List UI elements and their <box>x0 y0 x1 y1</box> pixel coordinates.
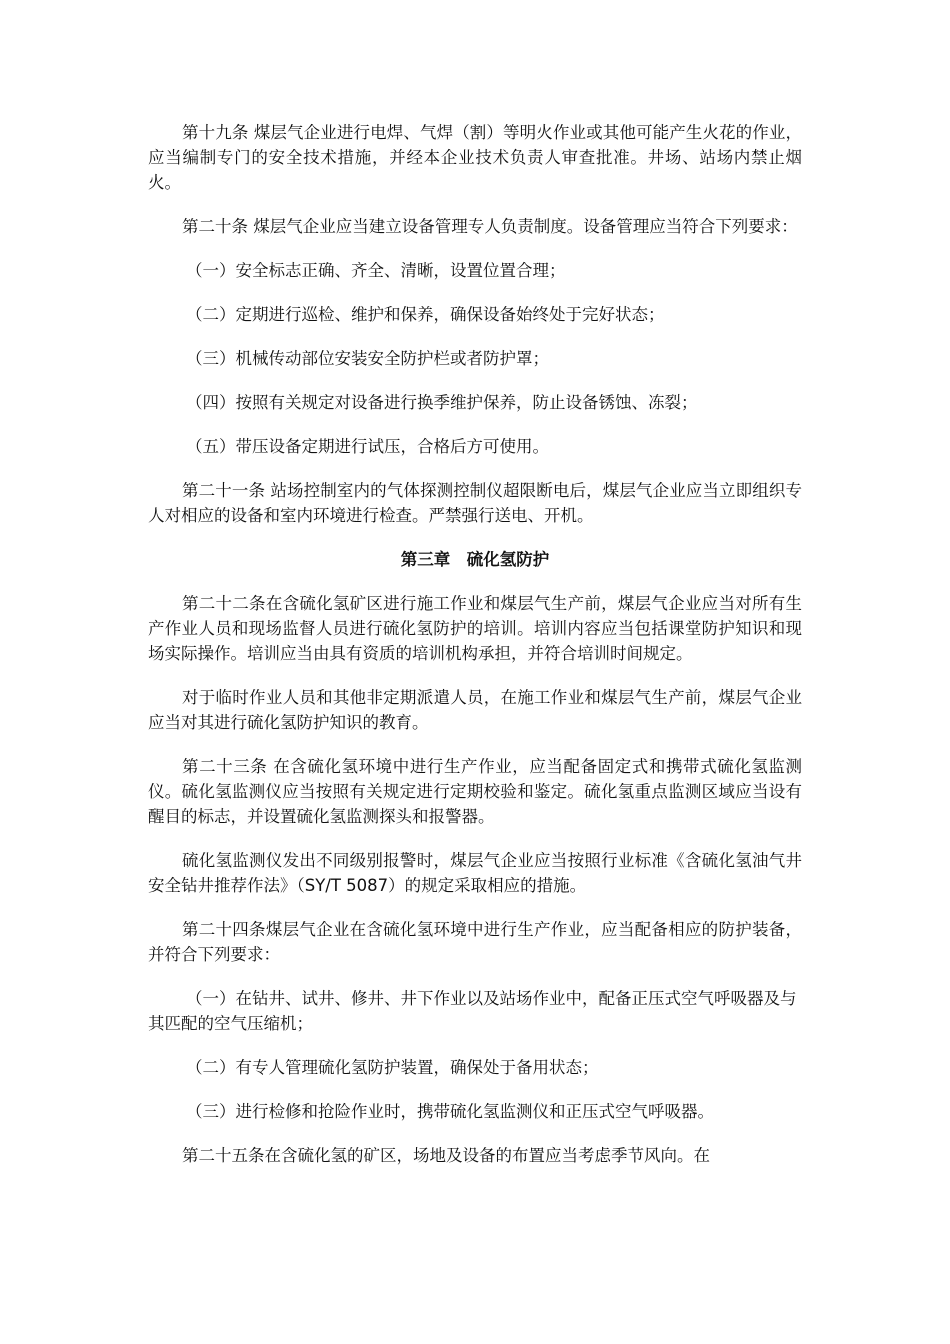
article-21-paragraph: 第二十一条 站场控制室内的气体探测控制仪超限断电后，煤层气企业应当立即组织专人对相应的设备和室内环境进行检查。严禁强行送电、开机。 <box>148 481 802 525</box>
list-item: （三）进行检修和抢险作业时，携带硫化氢监测仪和正压式空气呼吸器。 <box>186 1102 714 1121</box>
list-item: （二）定期进行巡检、维护和保养，确保设备始终处于完好状态； <box>186 305 665 324</box>
list-item: （一）安全标志正确、齐全、清晰，设置位置合理； <box>186 261 566 280</box>
article-23-paragraph: 第二十三条 在含硫化氢环境中进行生产作业，应当配备固定式和携带式硫化氢监测仪。硫化氢监测仪应当按照有关规定进行定期校验和鉴定。硫化氢重点监测区域应当设有醒目的标志，并设置硫化氢监测探头和报警器。 <box>148 757 802 826</box>
article-22-paragraph: 第二十二条在含硫化氢矿区进行施工作业和煤层气生产前，煤层气企业应当对所有生产作业人员和现场监督人员进行硫化氢防护的培训。培训内容应当包括课堂防护知识和现场实际操作。培训应当由具有资质的培训机构承担，并符合培训时间规定。 <box>148 594 802 663</box>
list-item: （二）有专人管理硫化氢防护装置，确保处于备用状态； <box>186 1058 599 1077</box>
list-item: （五）带压设备定期进行试压，合格后方可使用。 <box>186 437 549 456</box>
list-item: （四）按照有关规定对设备进行换季维护保养，防止设备锈蚀、冻裂； <box>186 393 698 412</box>
list-item: （三）机械传动部位安装安全防护栏或者防护罩； <box>186 349 549 368</box>
alarm-measures-paragraph: 硫化氢监测仪发出不同级别报警时，煤层气企业应当按照行业标准《含硫化氢油气井安全钻井推荐作法》（SY/T 5087）的规定采取相应的措施。 <box>148 851 802 895</box>
article-24-paragraph: 第二十四条煤层气企业在含硫化氢环境中进行生产作业，应当配备相应的防护装备，并符合下列要求： <box>148 920 802 964</box>
document-page <box>148 120 802 1187</box>
article-25-paragraph: 第二十五条在含硫化氢的矿区，场地及设备的布置应当考虑季节风向。在 <box>182 1146 710 1165</box>
article-20-paragraph: 第二十条 煤层气企业应当建立设备管理专人负责制度。设备管理应当符合下列要求： <box>182 217 798 236</box>
article-19-paragraph: 第十九条 煤层气企业进行电焊、气焊（割）等明火作业或其他可能产生火花的作业，应当编制专门的安全技术措施，并经本企业技术负责人审查批准。井场、站场内禁止烟火。 <box>148 123 802 192</box>
list-item: （一）在钻井、试井、修井、井下作业以及站场作业中，配备正压式空气呼吸器及与其匹配的空气压缩机； <box>148 989 797 1033</box>
temporary-staff-paragraph: 对于临时作业人员和其他非定期派遣人员，在施工作业和煤层气生产前，煤层气企业应当对其进行硫化氢防护知识的教育。 <box>148 688 802 732</box>
chapter-3-heading: 第三章 硫化氢防护 <box>400 550 550 569</box>
